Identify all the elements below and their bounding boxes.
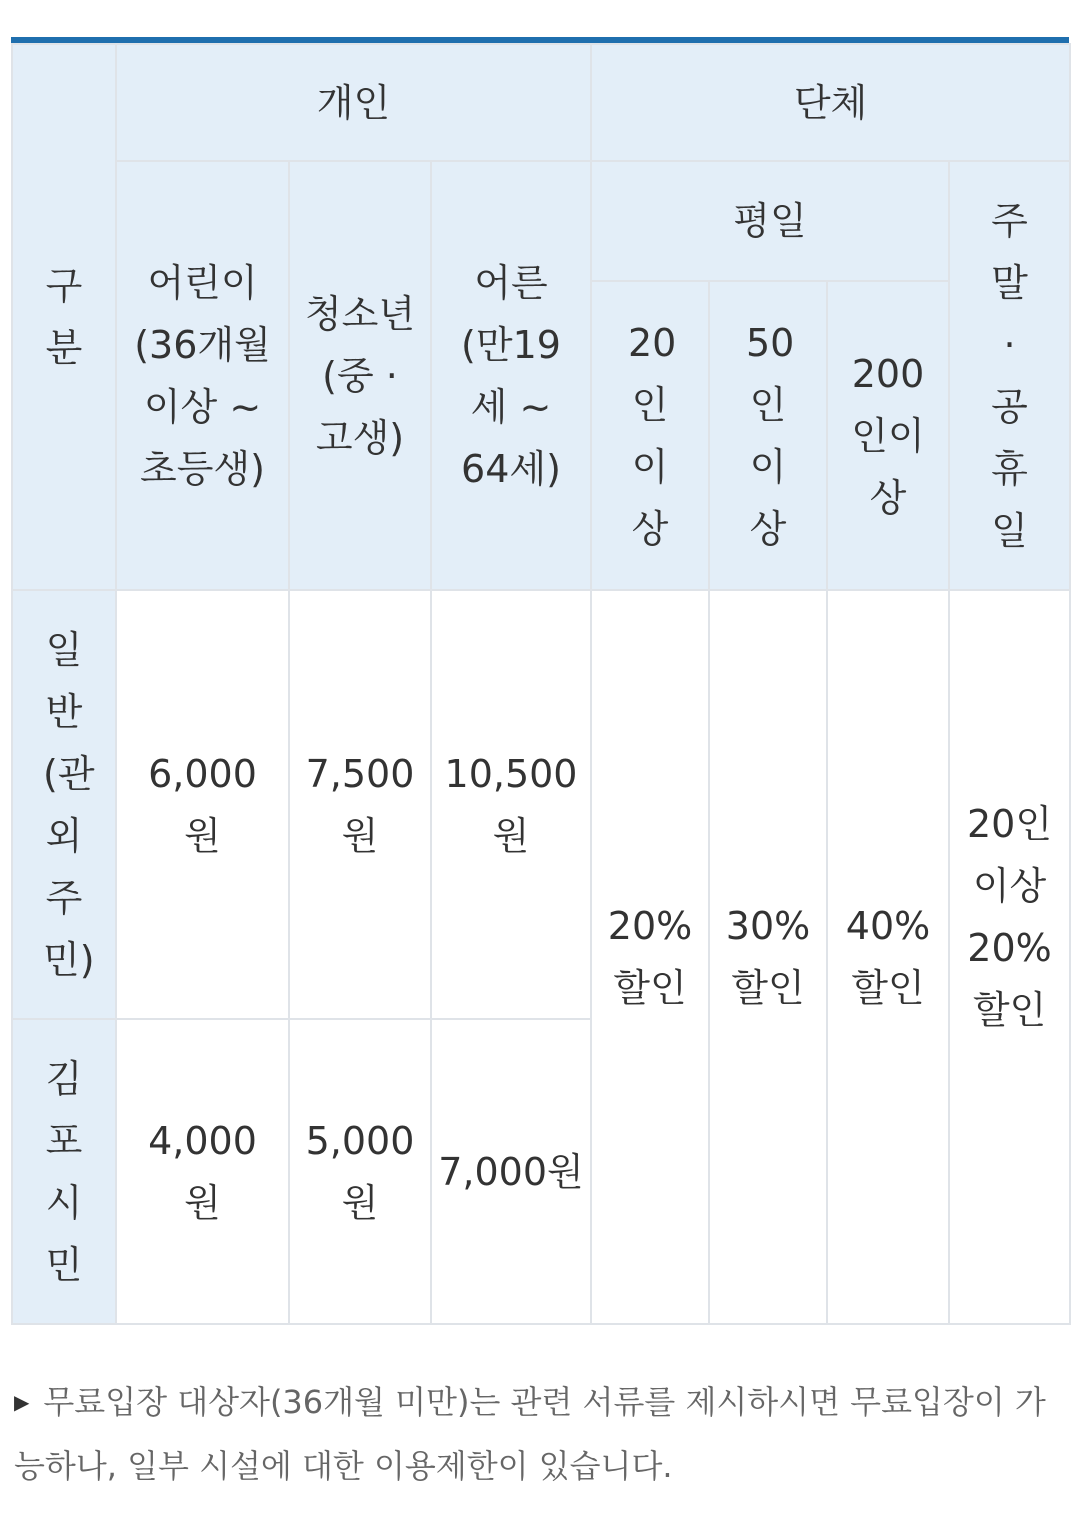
fee-gimpo-child: 4,000원: [116, 1019, 289, 1324]
header-individual: 개인: [116, 44, 591, 161]
fee-general-youth: 7,500원: [289, 590, 431, 1019]
header-youth: 청소년(중 · 고생): [289, 161, 431, 590]
discount-30: 30% 할인: [709, 590, 827, 1324]
fee-table: [11, 43, 1071, 1325]
table-row: [12, 590, 1070, 1019]
header-group-20: 20인이상: [591, 281, 709, 590]
header-group-200: 200인이상: [827, 281, 949, 590]
fee-gimpo-youth: 5,000원: [289, 1019, 431, 1324]
discount-20: 20% 할인: [591, 590, 709, 1324]
header-row-2: [12, 161, 1070, 281]
bullet-triangle-icon: ▶: [14, 1390, 30, 1414]
discount-weekend: 20인이상 20% 할인: [949, 590, 1070, 1324]
discount-40: 40% 할인: [827, 590, 949, 1324]
header-child: 어린이(36개월 이상 ~ 초등생): [116, 161, 289, 590]
header-weekend: 주말 · 공휴일: [949, 161, 1070, 590]
row-label-gimpo: 김포시민: [12, 1019, 116, 1324]
fee-general-child: 6,000원: [116, 590, 289, 1019]
header-adult: 어른(만19세 ~ 64세): [431, 161, 591, 590]
col-header-category: 구분: [12, 44, 116, 590]
header-group: 단체: [591, 44, 1070, 161]
header-group-50: 50인이상: [709, 281, 827, 590]
fee-general-adult: 10,500원: [431, 590, 591, 1019]
fee-table-container: [11, 37, 1069, 1325]
header-row-1: [12, 44, 1070, 161]
header-weekday: 평일: [591, 161, 949, 281]
row-label-general: 일반(관외주민): [12, 590, 116, 1019]
free-entry-note: [14, 1370, 1064, 1498]
note-text: 무료입장 대상자(36개월 미만)는 관련 서류를 제시하시면 무료입장이 가능하나, 일부 시설에 대한 이용제한이 있습니다.: [14, 1383, 1046, 1485]
fee-gimpo-adult: 7,000원: [431, 1019, 591, 1324]
